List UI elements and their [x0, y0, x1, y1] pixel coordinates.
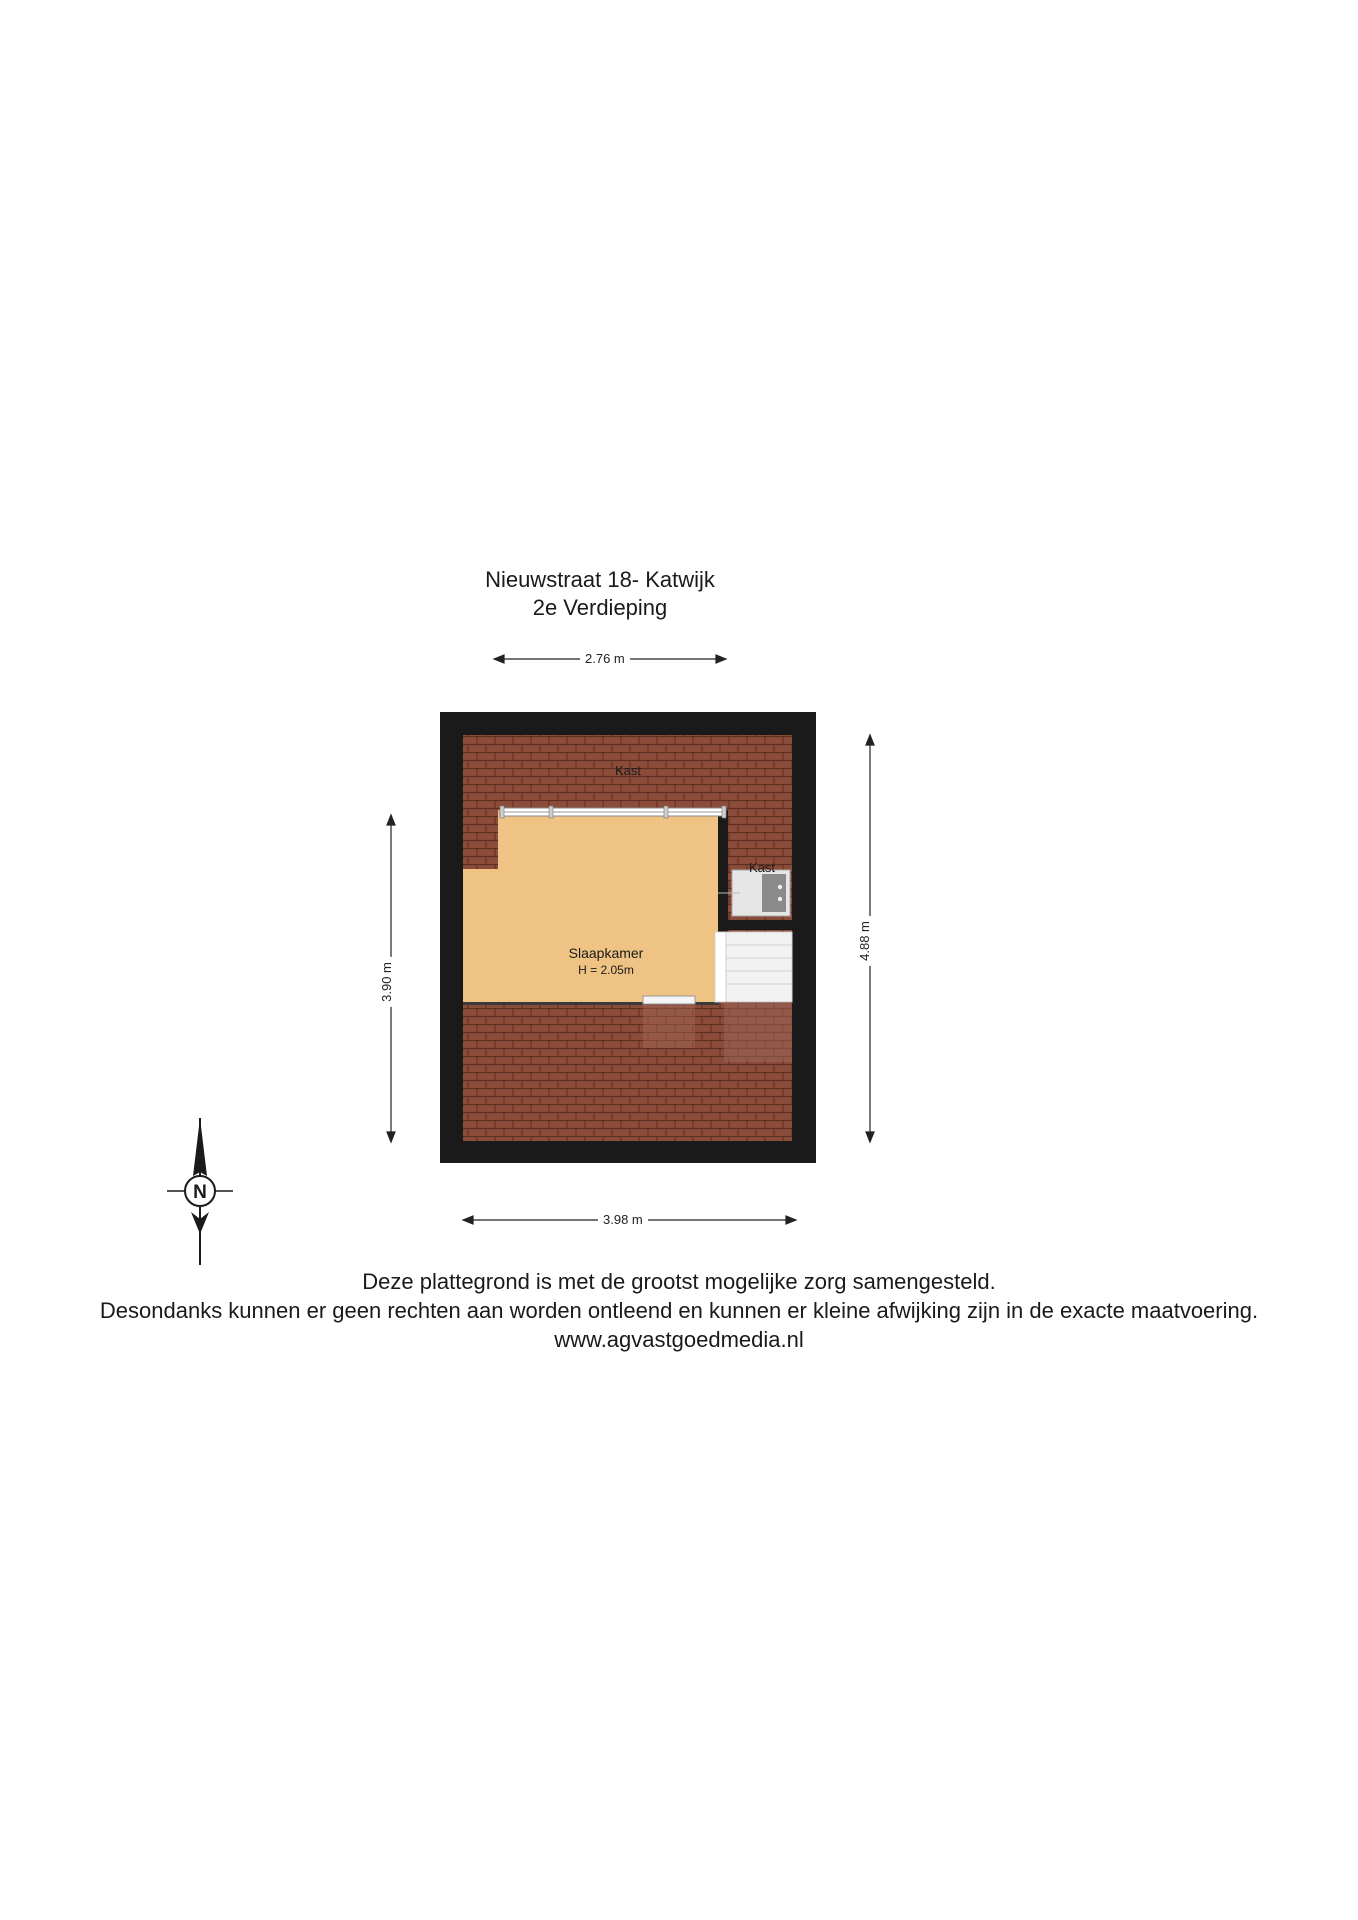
roof-window [643, 996, 695, 1004]
bedroom-label: Slaapkamer [568, 945, 644, 961]
dimension-left: 3.90 m [379, 957, 395, 1007]
disclaimer-line-1: Deze plattegrond is met de grootst mogelijke zorg samengesteld. [362, 1269, 996, 1294]
compass-label: N [193, 1182, 207, 1203]
dimension-bottom: 3.98 m [598, 1212, 648, 1228]
staircase [715, 932, 792, 1062]
kast-top-label: Kast [614, 763, 642, 778]
kast-right-label: Kast [748, 860, 776, 875]
dimension-top: 2.76 m [580, 651, 630, 667]
interior-wall [728, 920, 792, 930]
bedroom-height-label: H = 2.05m [578, 963, 634, 977]
north-arrow-icon [167, 1118, 233, 1265]
address-title: Nieuwstraat 18- Katwijk [485, 567, 715, 592]
dimension-right: 4.88 m [857, 916, 873, 966]
floor-title: 2e Verdieping [532, 595, 668, 620]
disclaimer-line-2: Desondanks kunnen er geen rechten aan worden ontleend en kunnen er kleine afwijking zijn in de exacte maatvoering. [99, 1298, 1259, 1323]
website-link[interactable]: www.agvastgoedmedia.nl [554, 1327, 804, 1352]
